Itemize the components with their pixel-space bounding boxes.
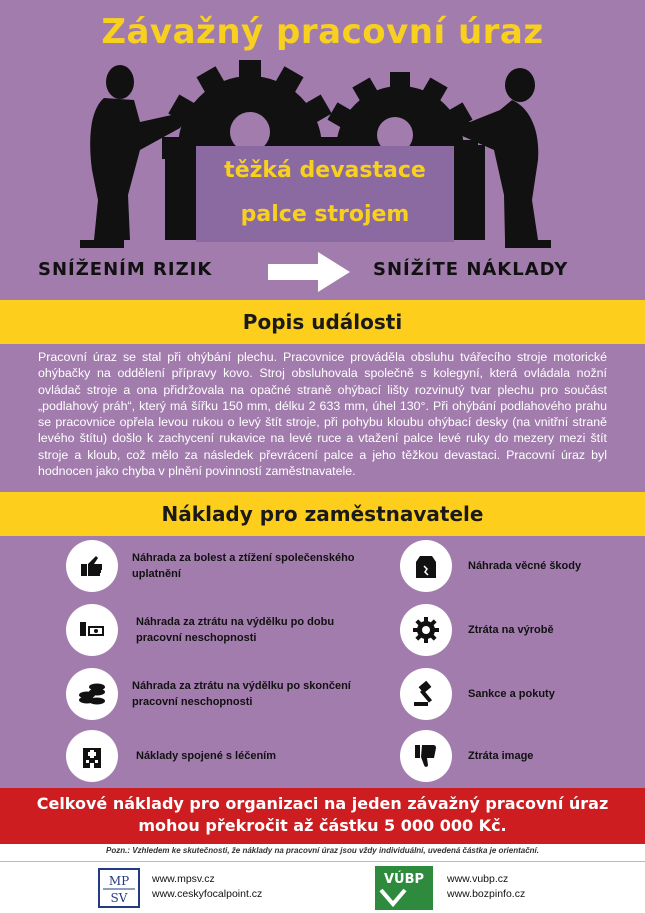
slogan-left: SNÍŽENÍM RIZIK: [38, 259, 213, 280]
svg-text:VÚBP: VÚBP: [383, 872, 425, 887]
description-text: Pracovní úraz se stal při ohýbání plechu. Pracovnice prováděla obsluhu tvářecího stroje motorické ohýbačky na oddělení přípravy kovo. Stroj obsluhovala společně s kolegyní, která ovládala nožní ovládač stroje a ona přidržovala na opačné straně ohýbací lišty rozvinutý tvar plechu pro součást „podlahový práh“, který má šířku 150 mm, délku 2 633 mm, úhel 130°. Při ohýbání podlahového prahu se pracovnice opřela levou rukou o levý štít stroje, při pohybu kloubu ohýbací desky (na vnitřní straně levého štítu) došlo k zachycení rukavice na levé ruce a vtažení palce levé ruky do mezery mezi štít stroje a kloub, což mělo za následek převrácení palce a jeho těžkou devastaci. Pracovní úraz byl hodnocen jako chyba v plnění povinností zaměstnavatele.: [38, 350, 607, 479]
link-vubp[interactable]: www.vubp.cz: [447, 873, 509, 885]
headline-line2: palce strojem: [240, 202, 410, 227]
cost-item: [400, 540, 600, 592]
vubp-logo: [375, 866, 433, 910]
cost-label: Náhrada za ztrátu na výdělku po dobu pracovní neschopnosti: [136, 616, 335, 644]
description-heading: Popis události: [0, 300, 645, 344]
damaged-box-icon: [400, 540, 452, 592]
cost-label: Náhrada věcné škody: [468, 560, 582, 572]
total-banner: [0, 788, 645, 844]
mpsv-logo: [98, 868, 140, 908]
cost-label: Náklady spojené s léčením: [136, 750, 277, 762]
cost-item: [66, 604, 366, 656]
cost-item: [66, 730, 366, 782]
cost-label: Náhrada za bolest a ztížení společenského uplatnění: [132, 552, 355, 580]
costs-section: [0, 536, 645, 788]
svg-text:SV: SV: [110, 891, 128, 905]
total-line2: mohou překročit až částku 5 000 000 Kč.: [138, 816, 507, 835]
cost-label: Náhrada za ztrátu na výdělku po skončení pracovní neschopnosti: [132, 680, 351, 708]
cost-item: [400, 604, 600, 656]
coins-icon: [66, 668, 118, 720]
cost-label: Ztráta na výrobě: [468, 624, 554, 636]
link-mpsv[interactable]: www.mpsv.cz: [152, 873, 215, 885]
cost-item: [66, 540, 366, 592]
cost-item: [400, 668, 600, 720]
cost-item: [400, 730, 600, 782]
cost-label: Ztráta image: [468, 750, 534, 762]
production-gear-icon: [400, 604, 452, 656]
cost-item: [66, 668, 366, 720]
cost-label: Sankce a pokuty: [468, 688, 555, 700]
hand-icon: [66, 540, 118, 592]
svg-text:MP: MP: [108, 874, 130, 888]
arrow-right-icon: [268, 252, 350, 292]
money-hand-icon: [66, 604, 118, 656]
thumbs-down-icon: [400, 730, 452, 782]
gavel-icon: [400, 668, 452, 720]
link-ceskyfocalpoint[interactable]: www.ceskyfocalpoint.cz: [152, 888, 263, 900]
headline-line1: těžká devastace: [224, 158, 426, 183]
footer-divider: [0, 861, 645, 862]
total-line1: Celkové náklady pro organizaci na jeden závažný pracovní úraz: [36, 794, 609, 813]
costs-heading: Náklady pro zaměstnavatele: [0, 492, 645, 536]
link-bozpinfo[interactable]: www.bozpinfo.cz: [447, 888, 526, 900]
page-title: Závažný pracovní úraz: [101, 12, 544, 52]
footnote: Pozn.: Vzhledem ke skutečnosti, že náklady na pracovní úraz jsou vždy individuální, uvedená částka je orientační.: [105, 846, 540, 855]
hospital-icon: [66, 730, 118, 782]
description-section: [0, 344, 645, 492]
slogan-right: SNÍŽÍTE NÁKLADY: [373, 259, 569, 280]
